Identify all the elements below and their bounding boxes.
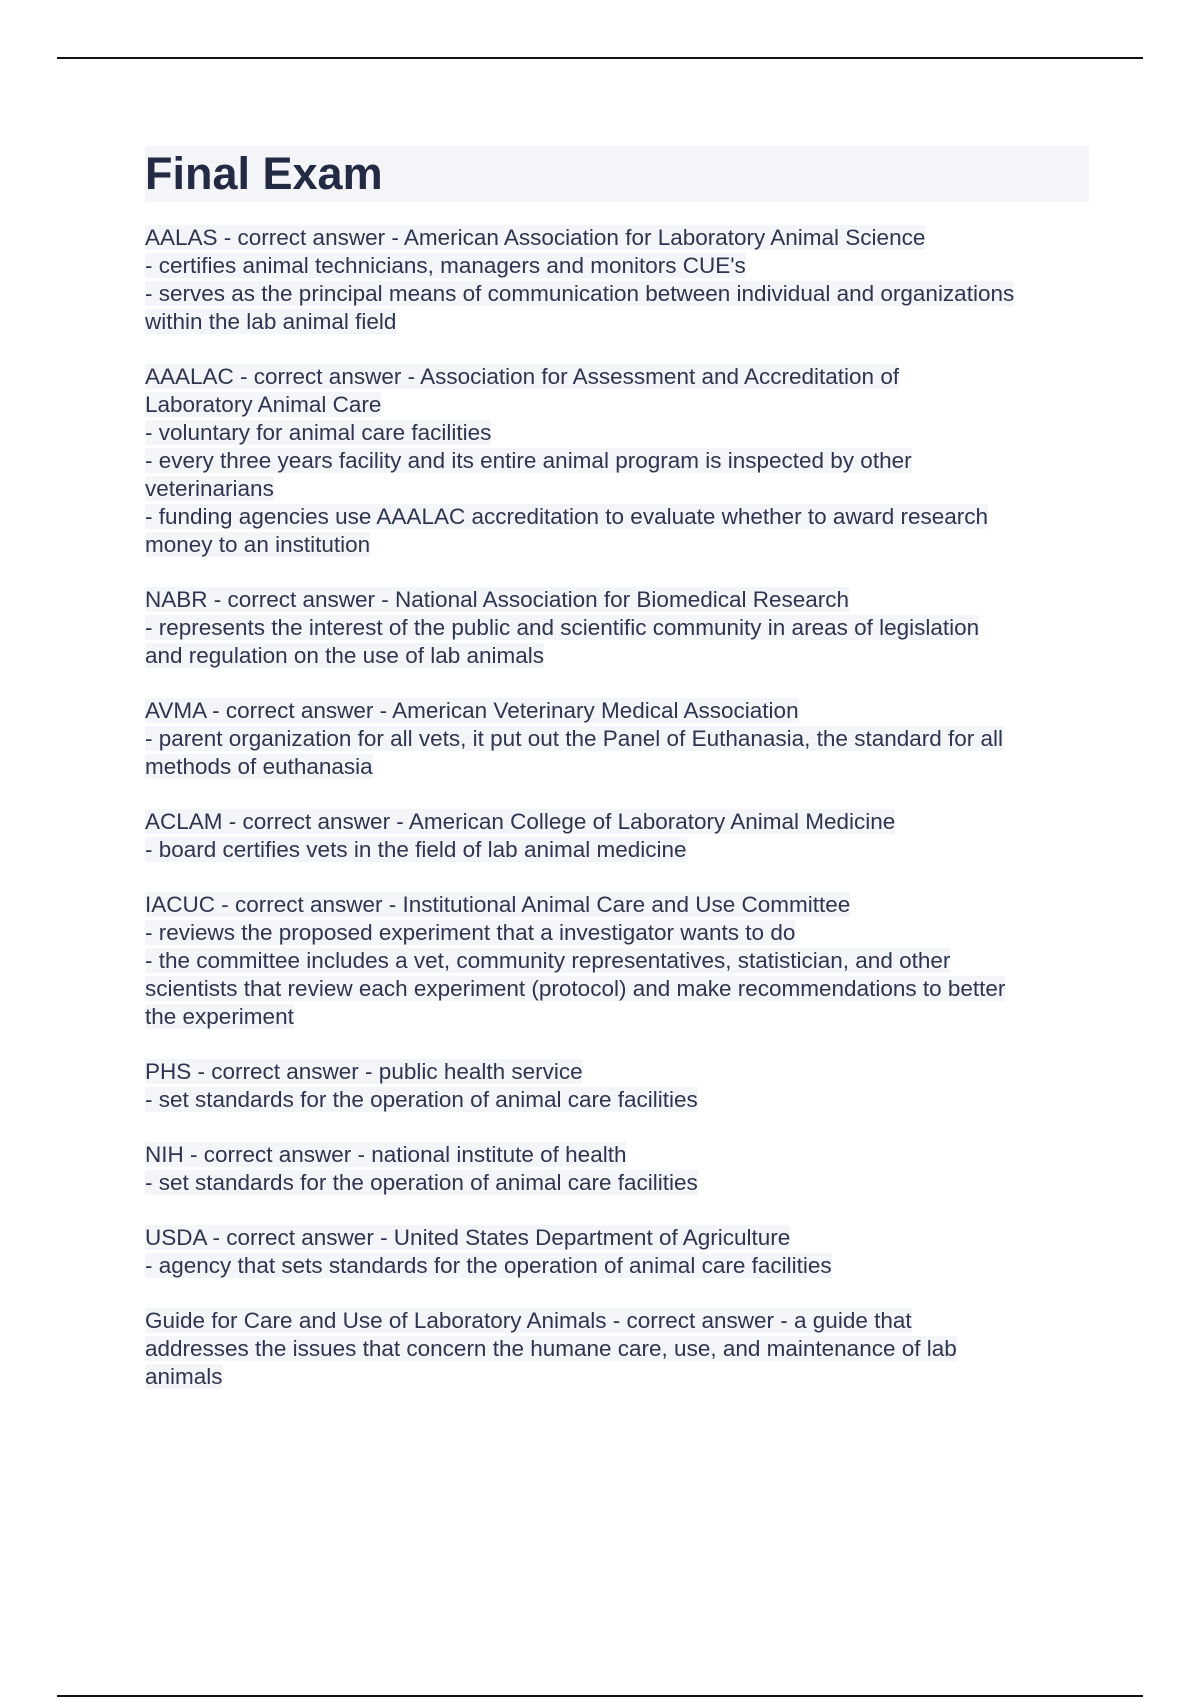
entry-text: - every three years facility and its entire animal program is inspected by other bbox=[145, 448, 912, 473]
entry-detail-line bbox=[145, 447, 1089, 475]
entry-term-line bbox=[145, 891, 1089, 919]
entry-term-line bbox=[145, 1141, 1089, 1169]
entry-detail-line bbox=[145, 252, 1089, 280]
entry-detail-line bbox=[145, 836, 1089, 864]
entry-text: the experiment bbox=[145, 1004, 294, 1029]
entry-text: - reviews the proposed experiment that a investigator wants to do bbox=[145, 920, 796, 945]
entry-text: and regulation on the use of lab animals bbox=[145, 643, 545, 668]
entry-detail-line bbox=[145, 391, 1089, 419]
entry-list bbox=[145, 224, 1089, 1391]
entry-detail-line bbox=[145, 947, 1089, 975]
entry-detail-line bbox=[145, 753, 1089, 781]
entry-detail-line bbox=[145, 1252, 1089, 1280]
entry-text: Guide for Care and Use of Laboratory Animals - correct answer - a guide that bbox=[145, 1308, 912, 1333]
entry-detail-line bbox=[145, 919, 1089, 947]
entry-detail-line bbox=[145, 1003, 1089, 1031]
entry-detail-line bbox=[145, 642, 1089, 670]
entry-text: animals bbox=[145, 1364, 223, 1389]
entry-text: veterinarians bbox=[145, 476, 274, 501]
entry-detail-line bbox=[145, 975, 1089, 1003]
entry-text: - parent organization for all vets, it put out the Panel of Euthanasia, the standard for all bbox=[145, 726, 1004, 751]
entry-text: - voluntary for animal care facilities bbox=[145, 420, 492, 445]
entry-text: - board certifies vets in the field of lab animal medicine bbox=[145, 837, 687, 862]
entry-text: - agency that sets standards for the operation of animal care facilities bbox=[145, 1253, 832, 1278]
entry-term-line bbox=[145, 697, 1089, 725]
entry-detail-line bbox=[145, 531, 1089, 559]
entry-text: money to an institution bbox=[145, 532, 371, 557]
entry-detail-line bbox=[145, 1086, 1089, 1114]
entry-text: - the committee includes a vet, community representatives, statistician, and other bbox=[145, 948, 951, 973]
entry-text: NABR - correct answer - National Association for Biomedical Research bbox=[145, 587, 850, 612]
entry-text: IACUC - correct answer - Institutional Animal Care and Use Committee bbox=[145, 892, 851, 917]
flashcard-entry bbox=[145, 363, 1089, 559]
flashcard-entry bbox=[145, 697, 1089, 781]
entry-term-line bbox=[145, 586, 1089, 614]
entry-text: - funding agencies use AAALAC accreditation to evaluate whether to award research bbox=[145, 504, 989, 529]
entry-text: scientists that review each experiment (protocol) and make recommendations to better bbox=[145, 976, 1006, 1001]
flashcard-entry bbox=[145, 224, 1089, 336]
document-body bbox=[145, 146, 1089, 1418]
entry-text: NIH - correct answer - national institute of health bbox=[145, 1142, 627, 1167]
entry-text: ACLAM - correct answer - American College of Laboratory Animal Medicine bbox=[145, 809, 896, 834]
entry-term-line bbox=[145, 1224, 1089, 1252]
entry-text: addresses the issues that concern the humane care, use, and maintenance of lab bbox=[145, 1336, 957, 1361]
flashcard-entry bbox=[145, 1307, 1089, 1391]
flashcard-entry bbox=[145, 1224, 1089, 1280]
entry-detail-line bbox=[145, 614, 1089, 642]
entry-detail-line bbox=[145, 1363, 1089, 1391]
flashcard-entry bbox=[145, 586, 1089, 670]
entry-text: - serves as the principal means of communication between individual and organizations bbox=[145, 281, 1015, 306]
entry-detail-line bbox=[145, 725, 1089, 753]
entry-text: AVMA - correct answer - American Veterinary Medical Association bbox=[145, 698, 799, 723]
entry-text: - set standards for the operation of animal care facilities bbox=[145, 1170, 698, 1195]
title-band bbox=[145, 146, 1089, 202]
entry-term-line bbox=[145, 1058, 1089, 1086]
entry-text: - certifies animal technicians, managers and monitors CUE's bbox=[145, 253, 746, 278]
flashcard-entry bbox=[145, 1141, 1089, 1197]
page-title: Final Exam bbox=[145, 148, 383, 199]
entry-term-line bbox=[145, 363, 1089, 391]
entry-term-line bbox=[145, 1307, 1089, 1335]
entry-text: Laboratory Animal Care bbox=[145, 392, 382, 417]
entry-detail-line bbox=[145, 1335, 1089, 1363]
entry-text: - set standards for the operation of animal care facilities bbox=[145, 1087, 698, 1112]
entry-text: methods of euthanasia bbox=[145, 754, 373, 779]
flashcard-entry bbox=[145, 891, 1089, 1031]
entry-term-line bbox=[145, 224, 1089, 252]
entry-text: within the lab animal field bbox=[145, 309, 397, 334]
entry-detail-line bbox=[145, 1169, 1089, 1197]
entry-text: USDA - correct answer - United States Department of Agriculture bbox=[145, 1225, 791, 1250]
entry-text: PHS - correct answer - public health service bbox=[145, 1059, 583, 1084]
entry-text: - represents the interest of the public and scientific community in areas of legislation bbox=[145, 615, 980, 640]
flashcard-entry bbox=[145, 1058, 1089, 1114]
flashcard-entry bbox=[145, 808, 1089, 864]
entry-detail-line bbox=[145, 475, 1089, 503]
entry-detail-line bbox=[145, 280, 1089, 308]
entry-detail-line bbox=[145, 419, 1089, 447]
bottom-rule bbox=[57, 1695, 1143, 1697]
entry-detail-line bbox=[145, 308, 1089, 336]
entry-text: AAALAC - correct answer - Association for Assessment and Accreditation of bbox=[145, 364, 900, 389]
entry-detail-line bbox=[145, 503, 1089, 531]
top-rule bbox=[57, 57, 1143, 59]
entry-text: AALAS - correct answer - American Association for Laboratory Animal Science bbox=[145, 225, 926, 250]
entry-term-line bbox=[145, 808, 1089, 836]
